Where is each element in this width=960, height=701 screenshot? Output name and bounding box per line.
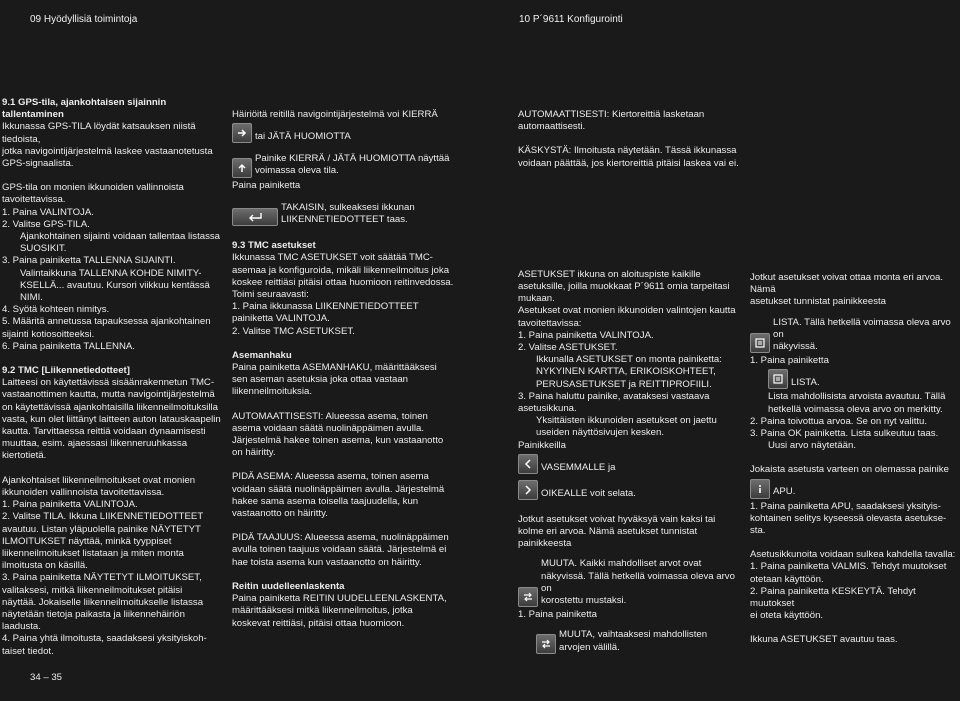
recalc-title: Reitin uudelleenlaskenta: [232, 580, 345, 592]
detour-toggle-text: Painike KIERRÄ / JÄTÄ HUOMIOTTA näyttää voimassa oleva tila.: [255, 153, 450, 177]
return-icon: [232, 208, 278, 226]
info-icon: [750, 479, 770, 499]
section-9-3-title: 9.3 TMC asetukset: [232, 240, 316, 252]
arrow-left-icon: [518, 454, 538, 474]
step-2-note: Ajankohtainen sijainti voidaan tallentaa listassa SUOSIKIT.: [20, 231, 220, 255]
list-step-1-label: LISTA.: [791, 377, 820, 389]
options-step-1: 1. Paina painiketta VALINTOJA.: [518, 329, 654, 341]
tmc-step-2: 2. Valitse TILA. Ikkuna LIIKENNETIEDOTTEET avautuu. Listan yläpuolella painike NÄYTETYT ILMOITUKSET näyttää, minkä tyyppiset liikenneilmoitukset listataan ja miten monta ilmoitusta on käsillä.: [2, 511, 204, 572]
list-text: LISTA. Tällä hetkellä voimassa oleva arvo on näkyvissä.: [773, 316, 951, 353]
step-5: 5. Määritä annetussa tapauksessa ajankohtainen sijainti kotiosoitteeksi.: [2, 316, 211, 340]
column-3: [518, 109, 748, 656]
column-2: [232, 109, 467, 630]
arrow-right-icon: [518, 480, 538, 500]
left-text: VASEMMALLE ja: [541, 461, 616, 473]
column-4: [750, 272, 960, 647]
list-step-1-note: Lista mahdollisista arvoista avautuu. Tällä hetkellä voimassa oleva arvo on merkitty.: [768, 391, 946, 415]
help-label: APU.: [773, 486, 796, 498]
settings-step-2: 2. Valitse TMC ASETUKSET.: [232, 325, 355, 337]
step-6: 6. Paina painiketta TALLENNA.: [2, 340, 135, 352]
options-step-3: 3. Paina haluttu painike, avataksesi vastaava asetusikkuna.: [518, 390, 710, 415]
list-intro: Jotkut asetukset voivat ottaa monta eri arvoa. Nämä asetukset tunnistat painikkeesta: [750, 272, 944, 308]
some-settings-text: Jotkut asetukset voivat hyväksyä vain kaksi tai kolme eri arvoa. Nämä asetukset tunnistat painikkeesta: [518, 513, 716, 550]
settings-step-1: 1. Paina ikkunassa LIIKENNETIEDOTTEET painiketta VALINTOJA.: [232, 301, 419, 325]
section-9-1-intro: Ikkunassa GPS-TILA löydät katsauksen niistä tiedoista, jotka navigointijärjestelmä laskee vastaanotetusta GPS-signaalista.: [2, 121, 213, 170]
tmc-step-3: 3. Paina painiketta NÄYTETYT ILMOITUKSET, valitaksesi, mitkä liikenneilmoitukset pitäisi näyttää. Jokaiselle liikenneilmoitukselle listassa näytetään tietoja paikasta ja liikennehäiriön laadusta.: [2, 572, 204, 633]
list-step-3: 3. Paina OK painiketta. Lista sulkeutuu taas.: [750, 428, 939, 440]
auto-route-text: AUTOMAATTISESTI: Kiertoreittiä lasketaan automaattisesti.: [518, 109, 705, 133]
keep-station-text: PIDÄ ASEMA: Alueessa asema, toinen asema voidaan säätä nuolinäppäimen avulla. Järjestelmä hakee sama asema toisella taajuudella, kun vastaanotto on häiritty.: [232, 471, 445, 520]
section-9-2-para-2: Ajankohtaiset liikenneilmoitukset ovat monien ikkunoiden vallinnoista tavoitettavissa.: [2, 474, 196, 498]
step-4: 4. Syötä kohteen nimitys.: [2, 304, 110, 316]
step-3: 3. Paina painiketta TALLENNA SIJAINTI.: [2, 255, 176, 267]
back-text: TAKAISIN, sulkeaksesi ikkunan LIIKENNETIEDOTTEET taas.: [281, 201, 415, 226]
help-step-1: 1. Paina painiketta APU, saadaksesi yksityis- kohtainen selitys kyseessä olevasta asetukse- sta.: [750, 500, 947, 537]
station-search-text: Paina painiketta ASEMANHAKU, määrittääksesi sen aseman asetuksia joka ottaa vastaan liikenneilmoituksia.: [232, 362, 437, 398]
right-text: OIKEALLE voit selata.: [541, 487, 636, 499]
list-icon: [750, 333, 770, 353]
list-icon: [768, 369, 788, 389]
arrow-up-icon: [232, 158, 252, 178]
auto-station-text: AUTOMAATTISESTI: Alueessa asema, toinen asema voidaan säätä nuolinäppäimen avulla. Järjestelmä hakee toinen asema, kun vastaanotto on häiritty.: [232, 410, 444, 459]
page-number: 34 – 35: [30, 672, 63, 683]
change-step-1: 1. Paina painiketta: [518, 609, 597, 621]
detour-intro: Häiriöitä reitillä navigointijärjestelmä voi KIERRÄ: [232, 109, 438, 120]
toggle-icon: [518, 587, 538, 607]
press-button-text: Paina painiketta: [232, 179, 301, 191]
list-step-1: 1. Paina painiketta: [750, 355, 829, 367]
tmc-step-1: 1. Paina painiketta VALINTOJA.: [2, 499, 138, 511]
settings-intro: ASETUKSET ikkuna on aloituspiste kaikille asetuksille, joilla muokkaat P´9611 omia tarpeitasi mukaan. Asetukset ovat monien ikkunoiden valintojen kautta tavoitettavissa:: [518, 268, 736, 329]
on-command-text: KÄSKYSTÄ: Ilmoitusta näytetään. Tässä ikkunassa voidaan päättää, jos kiertoreittiä pitäisi laskea vai ei.: [518, 145, 739, 169]
list-step-2: 2. Paina toivottua arvoa. Se on nyt valittu.: [750, 415, 928, 427]
close-step-1: 1. Paina painiketta VALMIS. Tehdyt muutokset otetaan käyttöön.: [750, 561, 947, 585]
column-1: [2, 97, 227, 658]
section-9-2-title: 9.2 TMC [Liikennetiedotteet]: [2, 365, 130, 377]
gps-open-text: GPS-tila on monien ikkunoiden vallinnoista tavoitettavissa.: [2, 182, 184, 206]
change-text: MUUTA. Kaikki mahdolliset arvot ovat näkyvissä. Tällä hetkellä voimassa oleva arvo on korostettu mustaksi.: [541, 558, 735, 607]
step-3-note: Valintaikkuna TALLENNA KOHDE NIMITY- KSELLÄ... avautuu. Kursori viikkuu kentässä NIMI.: [20, 267, 210, 304]
step-1: 1. Paina VALINTOJA.: [2, 206, 94, 218]
recalc-text: Paina painiketta REITIN UUDELLEENLASKENTA, määrittääksesi mitkä liikenneilmoitus, jotka koskevat reittiäsi, pitäisi ottaa huomioon.: [232, 593, 447, 629]
change-step-1-note: MUUTA, vaihtaaksesi mahdollisten arvojen välillä.: [559, 629, 708, 653]
tmc-step-4: 4. Paina yhtä ilmoitusta, saadaksesi yksityiskoh- taiset tiedot.: [2, 633, 207, 657]
list-step-3-note: Uusi arvo näytetään.: [768, 440, 856, 452]
header-right: 10 P´9611 Konfigurointi: [519, 14, 623, 25]
header-left: 09 Hyödyllisiä toimintoja: [30, 14, 138, 25]
options-step-3-note: Yksittäisten ikkunoiden asetukset on jaettu useiden näyttösivujen kesken.: [536, 415, 717, 439]
toggle-icon: [536, 634, 556, 654]
step-2: 2. Valitse GPS-TILA.: [2, 218, 90, 230]
arrow-right-icon: [232, 123, 252, 143]
section-9-1-title: 9.1 GPS-tila, ajankohtaisen sijainnin tallentaminen: [2, 97, 167, 121]
section-9-3-para: Ikkunassa TMC ASETUKSET voit säätää TMC- asemaa ja konfiguroida, mikäli liikenneilmoitus joka koskee reittiäsi pitäisi ottaa huomioon reitinvedossa. Toimi seuraavasti:: [232, 252, 454, 301]
options-step-2-note: Ikkunalla ASETUKSET on monta painiketta: NYKYINEN KARTTA, ERIKOISKOHTEET, PERUSASETUKSET ja REITTIPROFIILI.: [536, 354, 722, 390]
reopen-text: Ikkuna ASETUKSET avautuu taas.: [750, 634, 898, 646]
options-step-2: 2. Valitse ASETUKSET.: [518, 342, 618, 354]
station-search-title: Asemanhaku: [232, 349, 292, 361]
help-intro: Jokaista asetusta varteen on olemassa painike: [750, 464, 949, 476]
ignore-text: tai JÄTÄ HUOMIOTTA: [255, 131, 351, 142]
buttons-intro: Painikkeilla: [518, 439, 566, 451]
section-9-2-para-1: Laitteesi on käytettävissä sisäänrakennetun TMC- vastaanottimen kautta, mutta navigointijärjestelmä on käytettävissä ajankohtaisilla liikenneilmoituksilla vasta, kun olet liittänyt laitteen auton latauskaapelin kautta. Tarvittaessa reittiä voidaan dynaamisesti muuttaa, esim. ajaessasi liikenneruuhkassa kiertotietä.: [2, 377, 221, 462]
close-step-2: 2. Paina painiketta KESKEYTÄ. Tehdyt muutokset ei oteta käyttöön.: [750, 585, 916, 622]
close-intro: Asetusikkunoita voidaan sulkea kahdella tavalla:: [750, 549, 956, 561]
keep-frequency-text: PIDÄ TAAJUUS: Alueessa asema, nuolinäppäimen avulla toinen taajuus voidaan säätä. Järjestelmä ei hae toista asema kun vastaanotto on häiritty.: [232, 532, 449, 568]
